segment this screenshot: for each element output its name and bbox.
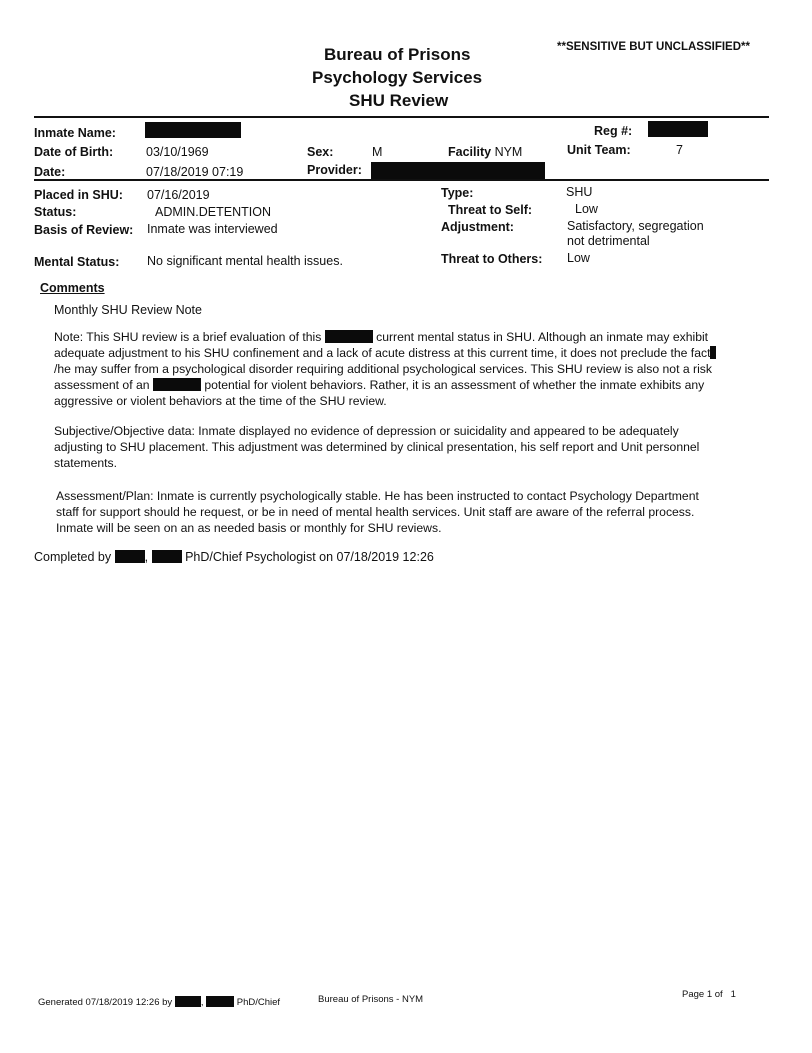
inmate-name-label: Inmate Name:: [34, 126, 116, 140]
note-text-2: current mental status in SHU. Although an inmate may exhibit adequate adjustment to his SHU confinement and a lack of acute distress at this current time, it does not preclude the fact: [54, 330, 711, 360]
note-redaction-2: [710, 346, 716, 359]
top-rule: [34, 116, 769, 118]
reg-label: Reg #:: [594, 124, 633, 138]
completed-prefix: Completed by: [34, 550, 112, 564]
type-label: Type:: [441, 186, 474, 200]
generated-redaction-1: [175, 996, 201, 1007]
threat-others-label: Threat to Others:: [441, 252, 543, 266]
dob-value: 03/10/1969: [146, 145, 209, 159]
title-line-2: Psychology Services: [312, 68, 483, 87]
adjustment-label: Adjustment:: [441, 220, 514, 234]
provider-label: Provider:: [307, 163, 362, 177]
completed-by-line: [34, 550, 434, 564]
footer-page-number: [682, 989, 736, 1000]
facility-field: [448, 145, 522, 159]
date-label: Date:: [34, 165, 66, 179]
generated-separator: ,: [200, 997, 204, 1008]
comments-heading: Comments: [40, 281, 105, 295]
generated-redaction-2: [206, 996, 234, 1007]
unit-team-value: 7: [676, 143, 683, 157]
inmate-name-redaction: [145, 122, 241, 138]
footer-generated: [38, 996, 280, 1008]
title-line-3: SHU Review: [349, 91, 449, 110]
type-value: SHU: [566, 185, 593, 199]
threat-others-value: Low: [567, 251, 590, 265]
note-redaction-3: [153, 378, 201, 391]
assessment-plan-paragraph: Assessment/Plan: Inmate is currently psychologically stable. He has been instructed to contact Psychology Department staff for support should he request, or be in need of mental health services. Unit staff are aware of the referral process. Inmate will be seen on an as needed basis or monthly for SHU reviews.: [56, 489, 699, 535]
note-text-3: /he may suffer from a psychological disorder requiring additional psychological services. This SHU review is also not a risk assessment of an: [54, 362, 712, 392]
threat-self-value: Low: [575, 202, 598, 216]
placed-label: Placed in SHU:: [34, 188, 123, 202]
unit-team-label: Unit Team:: [567, 143, 631, 157]
note-redaction-1: [325, 330, 373, 343]
completed-suffix: PhD/Chief Psychologist on 07/18/2019 12:26: [185, 550, 434, 564]
sex-value: M: [372, 145, 383, 159]
info-rule: [34, 179, 769, 181]
sex-label: Sex:: [307, 145, 334, 159]
note-text-1: Note: This SHU review is a brief evaluation of this: [54, 330, 322, 344]
mental-status-value: No significant mental health issues.: [147, 254, 343, 268]
page-label: Page 1 of: [682, 989, 723, 1000]
completed-redaction-1: [115, 550, 145, 563]
footer-org: Bureau of Prisons - NYM: [318, 994, 424, 1005]
adjustment-value-line-1: Satisfactory, segregation: [567, 219, 704, 233]
basis-value: Inmate was interviewed: [147, 222, 278, 236]
page-total: 1: [730, 989, 736, 1000]
mental-status-label: Mental Status:: [34, 255, 120, 269]
note-text-4: potential for violent behaviors. Rather, it is an assessment of whether the inmate exhibits any aggressive or violent behaviors at the time of the SHU review.: [54, 378, 705, 408]
generated-prefix: Generated 07/18/2019 12:26 by: [38, 997, 173, 1008]
completed-separator: ,: [144, 550, 149, 564]
status-label: Status:: [34, 205, 77, 219]
note-paragraph: [54, 329, 722, 409]
date-value: 07/18/2019 07:19: [146, 165, 244, 179]
dob-label: Date of Birth:: [34, 145, 114, 159]
facility-label: Facility: [448, 145, 492, 159]
placed-value: 07/16/2019: [147, 188, 210, 202]
adjustment-value-line-2: not detrimental: [567, 234, 650, 248]
facility-value: NYM: [494, 145, 523, 159]
status-value: ADMIN.DETENTION: [155, 205, 271, 219]
threat-self-label: Threat to Self:: [448, 203, 533, 217]
reg-number-redaction: [648, 121, 708, 137]
classification-banner: **SENSITIVE BUT UNCLASSIFIED**: [557, 41, 750, 53]
basis-label: Basis of Review:: [34, 223, 134, 237]
subjective-objective-paragraph: Subjective/Objective data: Inmate displayed no evidence of depression or suicidality and appeared to be adequately adjusting to SHU placement. This adjustment was determined by clinical presentation, his self report and Unit personnel statements.: [54, 424, 700, 470]
completed-redaction-2: [152, 550, 182, 563]
title-line-1: Bureau of Prisons: [324, 45, 471, 64]
provider-redaction: [371, 162, 545, 180]
note-title: Monthly SHU Review Note: [54, 303, 202, 317]
generated-suffix: PhD/Chief: [236, 997, 281, 1008]
